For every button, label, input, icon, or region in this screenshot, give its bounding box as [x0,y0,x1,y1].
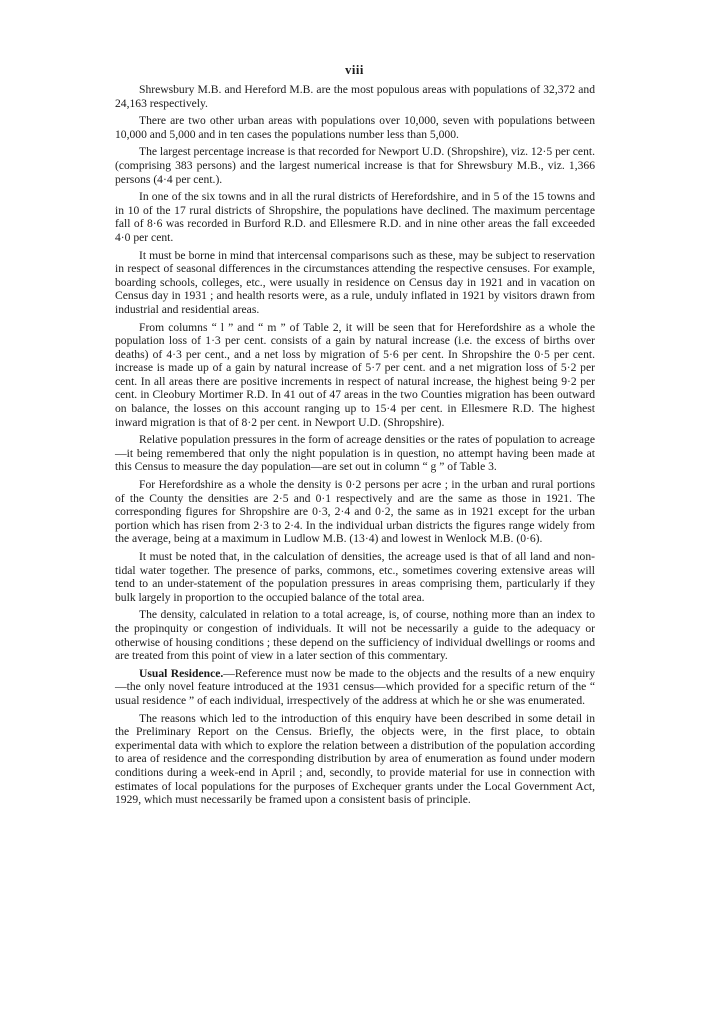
section-run-in-heading: Usual Residence. [139,666,224,680]
paragraph: It must be borne in mind that intercensal comparisons such as these, may be subject to reservation in respect of seasonal differences in the circumstances attending the respective censuses. For example, boarding schools, colleges, etc., were usually in residence on Census day in 1921 and in vacation on Census day in 1931 ; and health resorts were, as a rule, unduly inflated in 1921 by visitors drawn from industrial and residential areas. [115,248,595,316]
paragraph: The largest percentage increase is that recorded for Newport U.D. (Shropshire), viz. 12·5 per cent. (comprising 383 persons) and the largest numerical increase is that for Shrewsbury M.B., viz. 1,366 persons (4·4 per cent.). [115,145,595,186]
paragraph: For Herefordshire as a whole the density is 0·2 persons per acre ; in the urban and rural portions of the County the densities are 2·5 and 0·1 respectively and are the same as those in 1921. The corresponding figures for Shropshire are 0·3, 2·4 and 0·2, the same as in 1921 except for the urban portion which has risen from 2·3 to 2·4. In the individual urban districts the figures range widely from the average, being at a maximum in Ludlow M.B. (13·4) and lowest in Wenlock M.B. (0·6). [115,478,595,546]
paragraph: It must be noted that, in the calculation of densities, the acreage used is that of all land and non-tidal water together. The presence of parks, commons, etc., sometimes covering extensive areas will tend to an under-statement of the population pressures in areas comprising them, particularly if they bulk largely in proportion to the occupied balance of the total area. [115,550,595,604]
paragraph: The density, calculated in relation to a total acreage, is, of course, nothing more than an index to the propinquity or congestion of individuals. It will not be necessarily a guide to the adequacy or otherwise of housing conditions ; these depend on the sufficiency of individual dwellings or rooms and are treated from this point of view in a later section of this commentary. [115,608,595,663]
paragraph-text: —Reference must now be made to the objects and the results of a new enquiry—the only novel feature introduced at the 1931 census—which provided for a specific return of the “ usual residence ” of each individual, irrespectively of the address at which he or she was enumerated. [115,666,596,707]
page-number: viii [345,63,364,77]
paragraph: The reasons which led to the introduction of this enquiry have been described in some detail in the Preliminary Report on the Census. Briefly, the objects were, in the first place, to obtain experimental data with which to explore the relation between a distribution of the population according to area of residence and the corresponding distribution by area of enumeration as found under modern conditions during a week-end in April ; and, secondly, to provide material for use in connection with estimates of local populations for the purposes of Exchequer grants under the Local Government Act, 1929, which must necessarily be framed upon a consistent basis of principle. [115,711,595,807]
paragraph-usual-residence [115,667,595,708]
body-text [115,83,595,811]
paragraph: Relative population pressures in the form of acreage densities or the rates of population to acreage—it being remembered that only the night population is in question, no attempt having been made at this Census to measure the day population—are set out in column “ g ” of Table 3. [115,433,595,474]
paragraph: There are two other urban areas with populations over 10,000, seven with populations between 10,000 and 5,000 and in ten cases the populations number less than 5,000. [115,114,595,141]
paragraph: In one of the six towns and in all the rural districts of Herefordshire, and in 5 of the 15 towns and in 10 of the 17 rural districts of Shropshire, the populations have declined. The maximum percentage fall of 8·6 was recorded in Burford R.D. and Ellesmere R.D. and in nine other areas the fall exceeded 4·0 per cent. [115,190,595,244]
paragraph: Shrewsbury M.B. and Hereford M.B. are the most populous areas with populations of 32,372 and 24,163 respectively. [115,83,595,110]
paragraph: From columns “ l ” and “ m ” of Table 2, it will be seen that for Herefordshire as a whole the population loss of 1·3 per cent. consists of a gain by natural increase (i.e. the excess of births over deaths) of 4·3 per cent., and a net loss by migration of 5·6 per cent. In Shropshire the 0·5 per cent. increase is made up of a gain by natural increase of 5·7 per cent. and a net migration loss of 5·2 per cent. In all areas there are positive increments in respect of natural increase, the highest being 9·2 per cent. in Cleobury Mortimer R.D. In 41 out of 47 areas in the two Counties migration has been outward on balance, the losses on this account ranging up to 15·4 per cent. in Ellesmere R.D. The highest inward migration is that of 8·2 per cent. in Newport U.D. (Shropshire). [115,320,595,429]
